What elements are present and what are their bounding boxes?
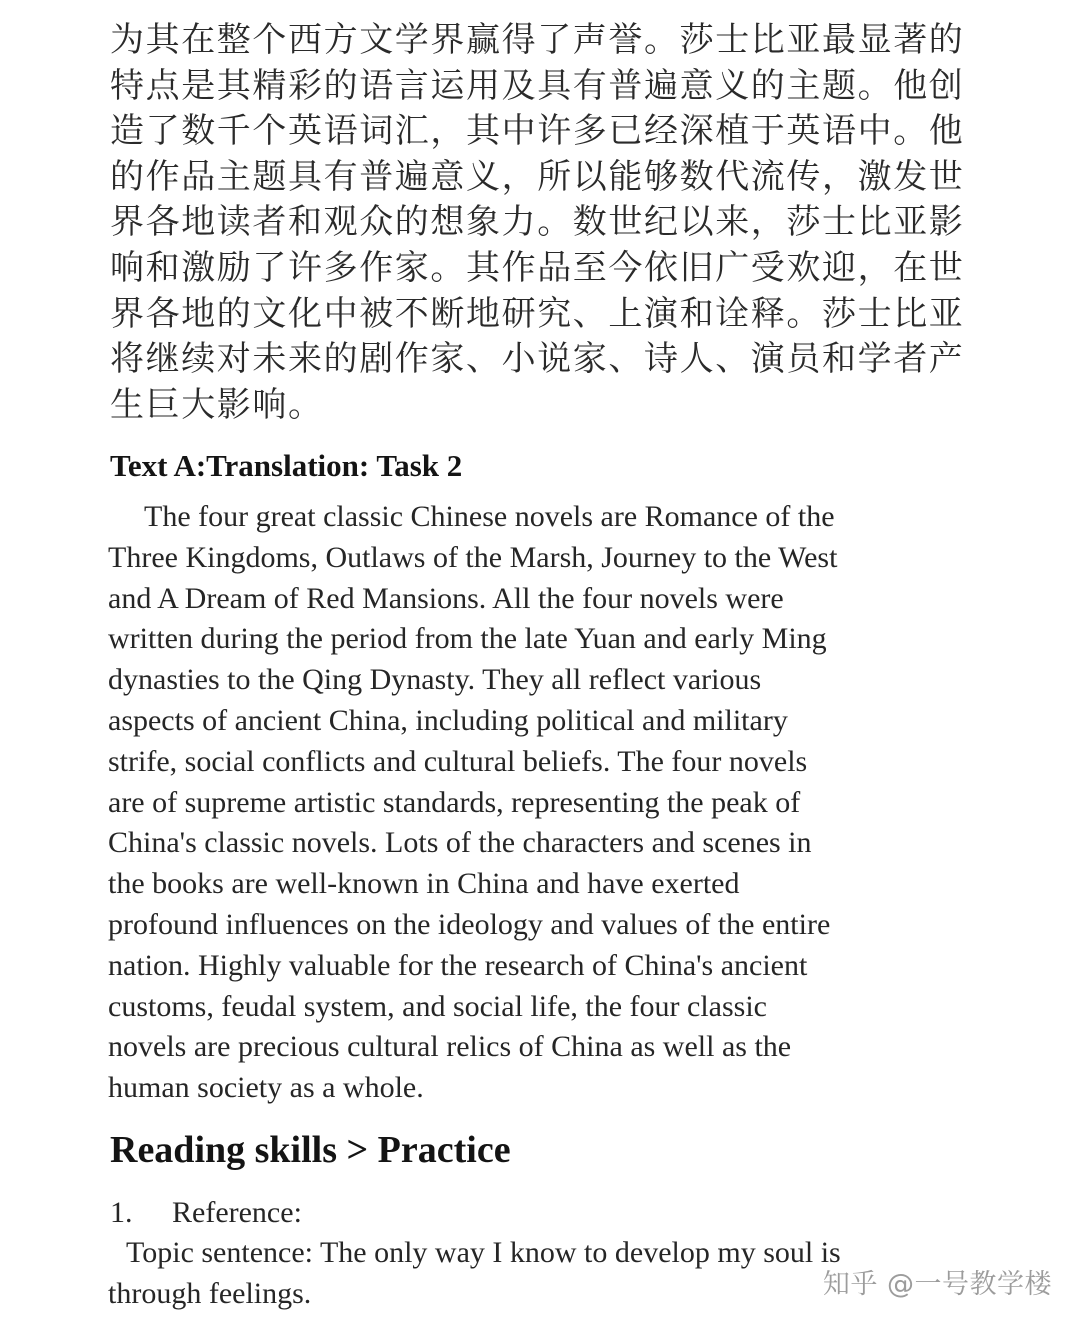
chinese-line: 界各地的文化中被不断地研究、上演和诠释。莎士比亚 xyxy=(110,293,965,334)
chinese-line: 的作品主题具有普遍意义，所以能够数代流传，激发世 xyxy=(110,156,965,197)
topic-sentence-line: Topic sentence: The only way I know to develop my soul is xyxy=(126,1236,841,1269)
chinese-line: 界各地读者和观众的想象力。数世纪以来，莎士比亚影 xyxy=(110,202,965,243)
chinese-line: 响和激励了许多作家。其作品至今依旧广受欢迎，在世 xyxy=(110,247,965,288)
english-line: strife, social conflicts and cultural beliefs. The four novels xyxy=(108,744,808,778)
english-line: written during the period from the late Yuan and early Ming xyxy=(108,622,827,656)
english-line: China's classic novels. Lots of the characters and scenes in xyxy=(108,826,812,860)
chinese-line: 生巨大影响。 xyxy=(110,384,324,425)
topic-sentence-line: through feelings. xyxy=(108,1276,312,1310)
section-heading: Text A:Translation: Task 2 xyxy=(110,448,463,483)
chinese-line: 特点是其精彩的语言运用及具有普遍意义的主题。他创 xyxy=(110,65,965,106)
english-line: aspects of ancient China, including political and military xyxy=(108,703,788,737)
chinese-paragraph xyxy=(110,18,970,428)
english-paragraph xyxy=(108,497,978,1109)
english-line: human society as a whole. xyxy=(108,1071,424,1105)
english-line: customs, feudal system, and social life, the four classic xyxy=(108,989,767,1023)
english-line: novels are precious cultural relics of China as well as the xyxy=(108,1030,792,1064)
chinese-line: 将继续对未来的剧作家、小说家、诗人、演员和学者产 xyxy=(110,339,965,380)
english-line: and A Dream of Red Mansions. All the four novels were xyxy=(108,581,784,615)
reference-item xyxy=(110,1193,302,1233)
english-line: the books are well-known in China and have exerted xyxy=(108,867,740,901)
watermark: 知乎 @一号教学楼 xyxy=(822,1269,1052,1300)
reference-label: Reference: xyxy=(172,1196,302,1229)
english-line: are of supreme artistic standards, representing the peak of xyxy=(108,785,801,819)
chinese-line: 造了数千个英语词汇，其中许多已经深植于英语中。他 xyxy=(110,111,965,152)
reference-number: 1. xyxy=(110,1196,133,1229)
english-line: Three Kingdoms, Outlaws of the Marsh, Journey to the West xyxy=(108,540,838,574)
english-line: The four great classic Chinese novels are Romance of the xyxy=(144,500,835,533)
chinese-line: 为其在整个西方文学界赢得了声誉。莎士比亚最显著的 xyxy=(110,20,965,60)
english-line: dynasties to the Qing Dynasty. They all reflect various xyxy=(108,663,762,697)
english-line: nation. Highly valuable for the research of China's ancient xyxy=(108,948,808,982)
english-line: profound influences on the ideology and values of the entire xyxy=(108,907,831,941)
practice-heading: Reading skills > Practice xyxy=(110,1129,511,1171)
